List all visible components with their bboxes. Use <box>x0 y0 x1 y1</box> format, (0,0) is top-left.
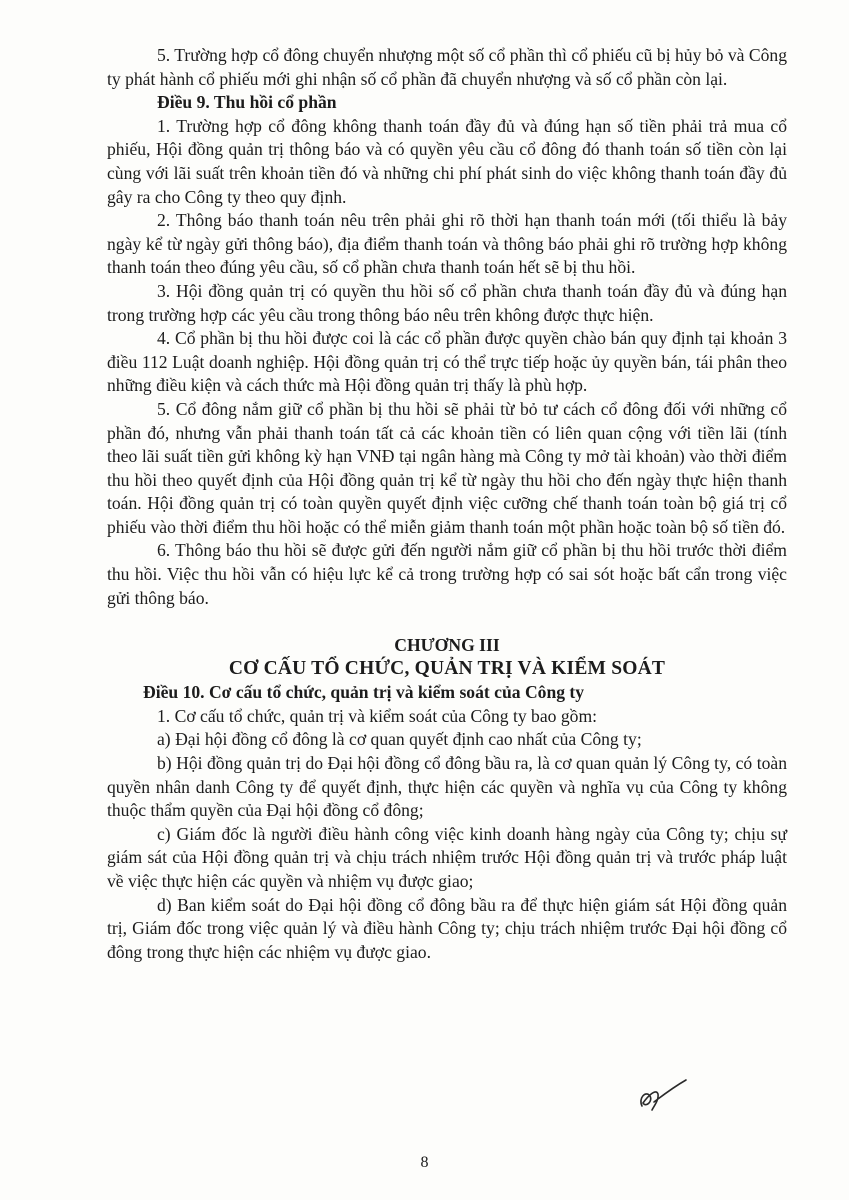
article-10-paragraph-1: 1. Cơ cấu tổ chức, quản trị và kiểm soát của Công ty bao gồm: <box>157 705 598 726</box>
article-9-paragraph-4: 4. Cổ phần bị thu hồi được coi là các cổ phần được quyền chào bán quy định tại khoản 3 điều 112 Luật doanh nghiệp. Hội đồng quản trị có thể trực tiếp hoặc ủy quyền bán, tái phân theo những điều kiện và cách thức mà Hội đồng quản trị thấy là phù hợp. <box>107 328 787 396</box>
article-9-paragraph-1: 1. Trường hợp cổ đông không thanh toán đầy đủ và đúng hạn số tiền phải trả mua cổ phiếu, Hội đồng quản trị thông báo và có quyền yêu cầu cổ đông đó thanh toán số tiền còn lại cùng với lãi suất trên khoản tiền đó và những chi phí phát sinh do việc không thanh toán đầy đủ gây ra cho Công ty theo quy định. <box>107 115 787 207</box>
article-10-item-c: c) Giám đốc là người điều hành công việc kinh doanh hàng ngày của Công ty; chịu sự giám sát của Hội đồng quản trị và chịu trách nhiệm trước Hội đồng quản trị và trước pháp luật về việc thực hiện các quyền và nhiệm vụ được giao; <box>107 823 787 891</box>
chapter-title: CƠ CẤU TỔ CHỨC, QUẢN TRỊ VÀ KIỂM SOÁT <box>228 658 666 680</box>
intro-paragraph: 5. Trường hợp cổ đông chuyển nhượng một số cổ phần thì cổ phiếu cũ bị hủy bỏ và Công ty phát hành cổ phiếu mới ghi nhận số cổ phần đã chuyển nhượng và số cổ phần còn lại. <box>107 45 787 89</box>
article-9-heading: Điều 9. Thu hồi cổ phần <box>157 92 337 113</box>
article-9-paragraph-5: 5. Cổ đông nắm giữ cổ phần bị thu hồi sẽ phải từ bỏ tư cách cổ đông đối với những cổ phần đó, nhưng vẫn phải thanh toán tất cả các khoản tiền có liên quan cộng với tiền lãi (tính theo lãi suất tiền gửi không kỳ hạn VNĐ tại ngân hàng mà Công ty mở tài khoản) vào thời điểm thu hồi theo quyết định của Hội đồng quản trị kể từ ngày thu hồi cho đến ngày thực hiện thanh toán. Hội đồng quản trị có toàn quyền quyết định việc cưỡng chế thanh toán toàn bộ giá trị cổ phiếu vào thời điểm thu hồi hoặc có thể miễn giảm thanh toán một phần hoặc toàn bộ số tiền đó. <box>107 398 787 537</box>
article-9-paragraph-3: 3. Hội đồng quản trị có quyền thu hồi số cổ phần chưa thanh toán đầy đủ và đúng hạn trong trường hợp các yêu cầu trong thông báo nêu trên không được thực hiện. <box>107 280 787 325</box>
page-body <box>107 44 787 964</box>
article-10-item-a: a) Đại hội đồng cổ đông là cơ quan quyết định cao nhất của Công ty; <box>157 729 642 750</box>
article-9-paragraph-6: 6. Thông báo thu hồi sẽ được gửi đến người nắm giữ cổ phần bị thu hồi trước thời điểm thu hồi. Việc thu hồi vẫn có hiệu lực kể cả trong trường hợp có sai sót hoặc bất cẩn trong việc gửi thông báo. <box>107 540 787 608</box>
article-10-item-b: b) Hội đồng quản trị do Đại hội đồng cổ đông bầu ra, là cơ quan quản lý Công ty, có toàn quyền nhân danh Công ty để quyết định, thực hiện các quyền và nghĩa vụ của Công ty không thuộc thẩm quyền của Đại hội đồng cổ đông; <box>107 753 787 821</box>
article-10-item-d: d) Ban kiểm soát do Đại hội đồng cổ đông bầu ra để thực hiện giám sát Hội đồng quản trị, Giám đốc trong việc quản lý và điều hành Công ty; chịu trách nhiệm trước Đại hội đồng cổ đông trong thực hiện các nhiệm vụ được giao. <box>107 894 787 962</box>
article-9-paragraph-2: 2. Thông báo thanh toán nêu trên phải ghi rõ thời hạn thanh toán mới (tối thiểu là bảy ngày kể từ ngày gửi thông báo), địa điểm thanh toán và thông báo phải ghi rõ trường hợp không thanh toán theo đúng yêu cầu, số cổ phần chưa thanh toán hết sẽ bị thu hồi. <box>107 210 787 278</box>
page-number: 8 <box>420 1154 429 1171</box>
article-10-heading: Điều 10. Cơ cấu tổ chức, quản trị và kiểm soát của Công ty <box>143 682 585 703</box>
initials-signature <box>628 1076 692 1116</box>
chapter-number: CHƯƠNG III <box>394 635 500 656</box>
